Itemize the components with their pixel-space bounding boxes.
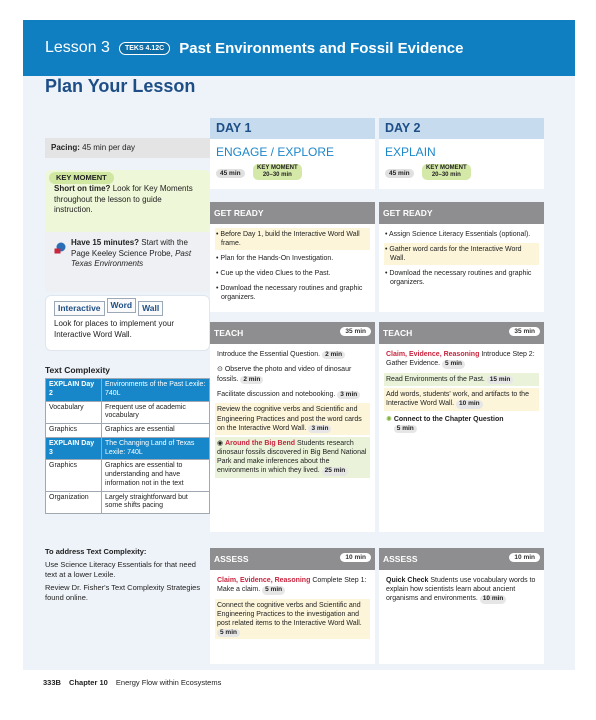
logo-word-word: Word	[107, 298, 137, 313]
teach-item: Claim, Evidence, Reasoning Introduce Step 2: Gather Evidence. 5 min	[386, 351, 535, 368]
investigation-icon: ◉	[217, 440, 224, 448]
text-complexity-label: EXPLAIN Day 3	[46, 437, 102, 460]
text-complexity-table	[45, 378, 210, 514]
teach-item: ✺ Connect to the Chapter Question 5 min	[386, 415, 504, 432]
day2-teach-header	[379, 322, 544, 344]
text-complexity-title: Text Complexity	[45, 365, 111, 375]
text-complexity-row	[46, 437, 210, 460]
day2-get-ready-body	[379, 224, 544, 312]
assess-item: Quick Check Students use vocabulary words to explain how scientists learn about ancient organisms and environments. 10 min	[386, 577, 536, 603]
play-icon: ⊙	[217, 366, 223, 374]
day1-assess-time: 10 min	[340, 553, 371, 562]
interactive-word-wall-box	[45, 295, 210, 351]
lesson-title: Past Environments and Fossil Evidence	[179, 39, 464, 57]
day1-get-ready-item: • Cue up the video Clues to the Past.	[216, 270, 331, 278]
probe-title: Past Texas Environments	[71, 248, 192, 269]
text-complexity-row	[46, 401, 210, 424]
day2-km-label: KEY MOMENT	[426, 165, 467, 172]
teach-item: Facilitate discussion and notebooking. 3 min	[215, 388, 370, 401]
day2-get-ready-item: • Assign Science Literacy Essentials (optional).	[385, 231, 531, 238]
text-complexity-row	[46, 460, 210, 491]
logo-word-interactive: Interactive	[54, 301, 105, 316]
day1-assess-body	[210, 570, 375, 664]
day2-get-ready-item: • Gather word cards for the Interactive Word Wall.	[384, 243, 539, 265]
text-complexity-row	[46, 424, 210, 438]
day2-time-pill: 45 min	[385, 169, 414, 178]
teach-item: Read Environments of the Past. 15 min	[384, 373, 539, 386]
day1-assess-title: ASSESS	[214, 554, 249, 564]
teach-item: Review the cognitive verbs and Scientific and Engineering Practices and post the word cards on the Interactive Word Wall. 3 min	[215, 403, 370, 435]
text-complexity-row	[46, 379, 210, 402]
teach-item: ◉ Around the Big Bend Students research dinosaur fossils discovered in Big Bend National Park and make inferences about the environments in which they lived. 25 min	[215, 437, 370, 478]
page-title: Plan Your Lesson	[45, 76, 196, 96]
day2-assess-header	[379, 548, 544, 570]
key-moment-lead: Short on time?	[54, 184, 111, 193]
day1-get-ready-body	[210, 224, 375, 312]
day1-get-ready-item: • Before Day 1, build the Interactive Word Wall frame.	[215, 228, 370, 250]
teach-item: Introduce the Essential Question. 2 min	[215, 348, 370, 361]
pacing-label: Pacing:	[51, 143, 80, 152]
assess-item: Connect the cognitive verbs and Scientific and Engineering Practices to the investigation and post related items to the Interactive Word Wall. 5 min	[215, 599, 370, 640]
page-footer	[43, 678, 221, 687]
day1-time-pill: 45 min	[216, 169, 245, 178]
pacing-value: 45 min per day	[82, 143, 136, 152]
day1-teach-body	[210, 344, 375, 532]
day1-get-ready-item: • Plan for the Hands-On Investigation.	[216, 255, 334, 263]
teach-item: Add words, students' work, and artifacts to the Interactive Word Wall. 10 min	[384, 388, 539, 411]
address-note-2: Review Dr. Fisher's Text Complexity Strategies found online.	[45, 582, 201, 602]
fifteen-lead: Have 15 minutes?	[71, 238, 140, 247]
pacing-box	[45, 138, 210, 158]
day1-teach-title: TEACH	[214, 328, 244, 338]
day1-header: DAY 1	[210, 118, 375, 139]
probe-icon	[54, 242, 66, 254]
text-complexity-notes	[45, 547, 210, 605]
lightbulb-icon: ✺	[386, 415, 392, 423]
day2-phase: EXPLAIN	[385, 145, 436, 159]
day2-get-ready-item: • Download the necessary routines and graphic organizers.	[385, 270, 532, 287]
assess-item: Claim, Evidence, Reasoning Complete Step 1: Make a claim. 5 min	[217, 577, 367, 594]
text-complexity-value: Graphics are essential	[102, 424, 210, 438]
fifteen-text: Start with the Page Keeley Science Probe,	[71, 238, 188, 258]
day1-km-label: KEY MOMENT	[257, 165, 298, 172]
text-complexity-label: Organization	[46, 491, 102, 514]
day1-assess-header	[210, 548, 375, 570]
teks-badge: TEKS 4.12C	[119, 42, 170, 55]
chapter-title: Energy Flow within Ecosystems	[115, 678, 222, 687]
day2-key-moment-pill	[422, 164, 471, 180]
day2-phase-box	[379, 139, 544, 189]
text-complexity-label: Graphics	[46, 424, 102, 438]
day2-teach-time: 35 min	[509, 327, 540, 336]
address-heading: To address Text Complexity:	[45, 547, 147, 556]
text-complexity-label: Graphics	[46, 460, 102, 491]
text-complexity-value: Environments of the Past Lexile: 740L	[102, 379, 210, 402]
key-moment-tag: KEY MOMENT	[49, 172, 114, 184]
text-complexity-row	[46, 491, 210, 514]
key-moment-box	[45, 170, 210, 234]
text-complexity-label: Vocabulary	[46, 401, 102, 424]
address-note-1: Use Science Literacy Essentials for that need text at a lower Lexile.	[45, 559, 196, 579]
teach-item: ⊙ Observe the photo and video of dinosaur fossils. 2 min	[217, 366, 352, 383]
day2-assess-body	[379, 570, 544, 664]
text-complexity-value: The Changing Land of Texas Lexile: 740L	[102, 437, 210, 460]
day2-get-ready-header: GET READY	[379, 202, 544, 224]
logo-word-wall: Wall	[138, 301, 163, 316]
word-wall-text: Look for places to implement your Interactive Word Wall.	[54, 319, 175, 339]
day2-teach-title: TEACH	[383, 328, 413, 338]
page-number: 333B	[43, 678, 61, 687]
day1-teach-time: 35 min	[340, 327, 371, 336]
lesson-number: Lesson 3	[45, 39, 110, 56]
lesson-plan-page	[23, 20, 575, 670]
text-complexity-label: EXPLAIN Day 2	[46, 379, 102, 402]
day1-get-ready-header: GET READY	[210, 202, 375, 224]
day1-teach-header	[210, 322, 375, 344]
day2-teach-body	[379, 344, 544, 532]
text-complexity-value: Graphics are essential to understanding and have information not in the text	[102, 460, 210, 491]
lesson-banner	[23, 20, 575, 76]
word-wall-logo	[54, 301, 203, 316]
day1-km-time: 20–30 min	[262, 172, 292, 178]
day2-km-time: 20–30 min	[431, 172, 461, 178]
day2-assess-time: 10 min	[509, 553, 540, 562]
fifteen-minutes-box	[45, 232, 210, 292]
day1-phase: ENGAGE / EXPLORE	[216, 145, 335, 159]
text-complexity-value: Largely straightforward but some shifts pacing	[102, 491, 210, 514]
day1-get-ready-item: • Download the necessary routines and graphic organizers.	[216, 285, 363, 302]
day2-header: DAY 2	[379, 118, 544, 139]
day1-phase-box	[210, 139, 375, 189]
chapter-number: Chapter 10	[69, 678, 108, 687]
day2-assess-title: ASSESS	[383, 554, 418, 564]
key-moment-text: Look for Key Moments throughout the lesson to guide instruction.	[54, 184, 193, 215]
day1-key-moment-pill	[253, 164, 302, 180]
text-complexity-value: Frequent use of academic vocabulary	[102, 401, 210, 424]
